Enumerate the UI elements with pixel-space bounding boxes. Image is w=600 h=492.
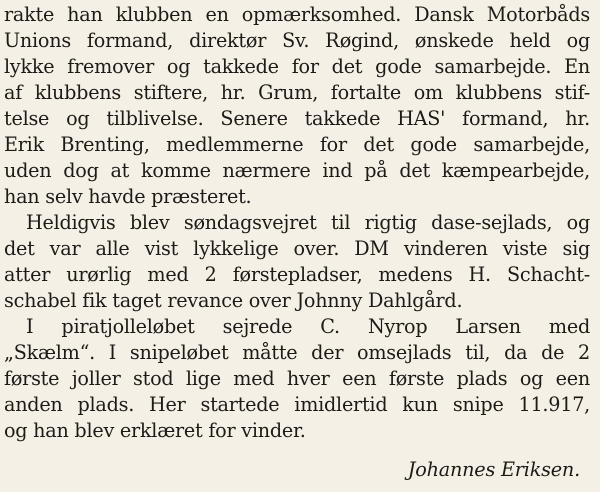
text-line: anden plads. Her startede imidlertid kun snipe 11.917, — [4, 393, 590, 416]
text-line: det var alle vist lykkelige over. DM vinderen viste sig — [4, 237, 590, 260]
text-line: uden dog at komme nærmere ind på det kæmpearbejde, — [4, 159, 590, 182]
text-line: I piratjolleløbet sejrede C. Nyrop Larsen med — [26, 315, 590, 338]
author-signature: Johannes Eriksen. — [407, 458, 580, 481]
text-line: og han blev erklæret for vinder. — [4, 419, 306, 442]
text-line: lykke fremover og takkede for det gode samarbejde. En — [4, 55, 590, 78]
text-line: han selv havde præsteret. — [4, 185, 252, 208]
text-line: af klubbens stiftere, hr. Grum, fortalte om klubbens stif- — [4, 81, 590, 104]
text-line: Heldigvis blev søndagsvejret til rigtig dase-sejlads, og — [26, 211, 590, 234]
text-line: Erik Brenting, medlemmerne for det gode samarbejde, — [4, 133, 590, 156]
text-line: telse og tilblivelse. Senere takkede HAS' formand, hr. — [4, 107, 590, 130]
text-line: første joller stod lige med hver een første plads og een — [4, 367, 590, 390]
text-line: schabel fik taget revance over Johnny Dahlgård. — [4, 289, 463, 312]
text-line: atter urørlig med 2 førstepladser, medens H. Schacht- — [4, 263, 590, 286]
text-line: „Skælm“. I snipeløbet måtte der omsejlads til, da de 2 — [4, 341, 590, 364]
text-line: rakte han klubben en opmærksomhed. Dansk Motorbåds — [4, 3, 590, 26]
text-line: Unions formand, direktør Sv. Røgind, ønskede held og — [4, 29, 590, 52]
